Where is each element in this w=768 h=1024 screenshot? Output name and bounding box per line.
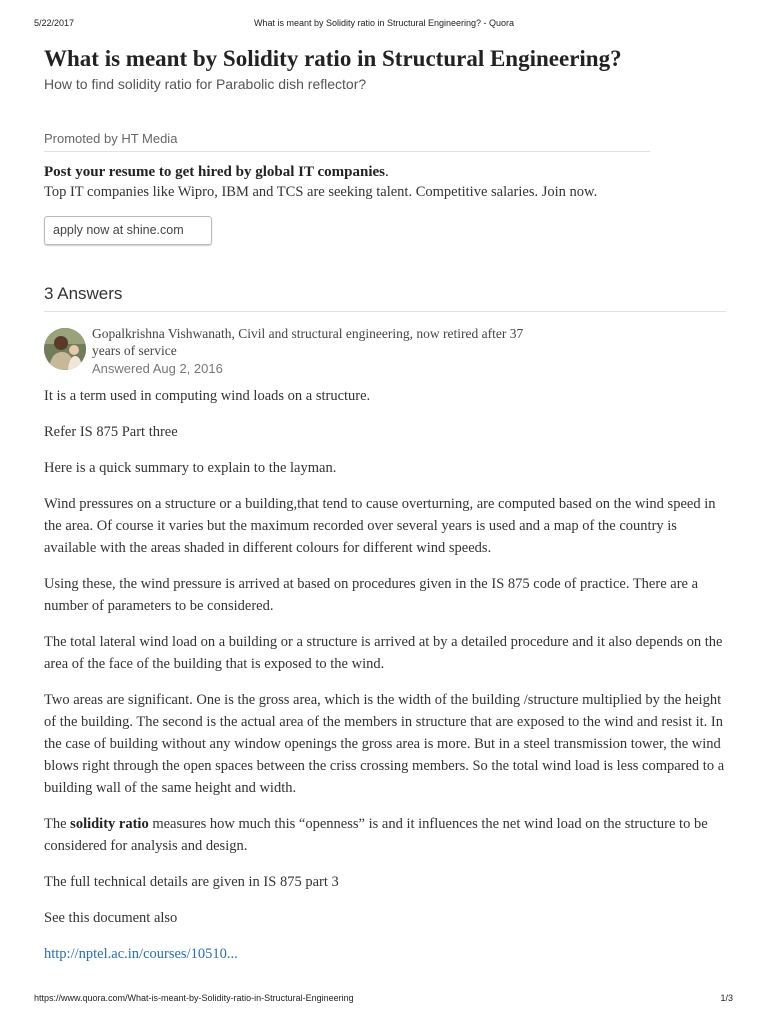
nptel-link[interactable]: http://nptel.ac.in/courses/10510... xyxy=(44,946,238,962)
promoted-by-label: Promoted by HT Media xyxy=(44,131,650,152)
answer-paragraph: See this document also xyxy=(44,910,178,926)
answer-paragraph: Wind pressures on a structure or a building,that tend to cause overturning, are computed based on the wind speed in the area. Of course it varies but the maximum recorded over several years is used and a map of the country is available with the areas shaded in different colours for different wind speeds. xyxy=(44,496,716,556)
answered-date[interactable]: Answered Aug 2, 2016 xyxy=(92,361,223,376)
answer-paragraph: Two areas are significant. One is the gross area, which is the width of the building /structure multiplied by the height of the building. The second is the actual area of the members in structure that are exposed to the wind and resist it. In the case of building without any window openings the gross area is more. But in a steel transmission tower, the wind blows right through the open spaces between the criss crossing members. So the total wind load is less compared to a building wall of the same height and width. xyxy=(44,692,725,796)
apply-now-button[interactable]: apply now at shine.com xyxy=(44,216,212,245)
promoted-ad xyxy=(44,131,650,245)
answer-paragraph: The full technical details are given in IS 875 part 3 xyxy=(44,874,339,890)
answer-paragraph: Using these, the wind pressure is arrived at based on procedures given in the IS 875 code of practice. There are a number of parameters to be considered. xyxy=(44,576,699,614)
solidity-ratio-bold: solidity ratio xyxy=(70,816,149,832)
promo-title-text[interactable]: Post your resume to get hired by global IT companies xyxy=(44,164,385,180)
answers-count-heading: 3 Answers xyxy=(44,283,726,312)
answer-text: The xyxy=(44,816,71,832)
answer-paragraph: It is a term used in computing wind loads on a structure. xyxy=(44,388,371,404)
answer-body xyxy=(44,385,726,965)
answer-paragraph: Here is a quick summary to explain to the layman. xyxy=(44,460,337,476)
promo-description: Top IT companies like Wipro, IBM and TCS are seeking talent. Competitive salaries. Join now. xyxy=(44,184,598,200)
promo-title-period: . xyxy=(385,164,389,180)
answer-paragraph: The total lateral wind load on a building or a structure is arrived at by a detailed procedure and it also depends on the area of the face of the building that is exposed to the wind. xyxy=(44,634,723,672)
promo-title[interactable] xyxy=(44,162,650,182)
print-page-number: 1/3 xyxy=(720,993,733,1003)
print-date: 5/22/2017 xyxy=(34,18,75,28)
answer-author xyxy=(44,325,726,385)
author-credential-line2[interactable]: years of service xyxy=(92,343,177,358)
author-credential[interactable] xyxy=(92,325,612,359)
author-info xyxy=(92,325,612,378)
question-title[interactable]: What is meant by Solidity ratio in Structural Engineering? xyxy=(44,46,622,71)
print-url: https://www.quora.com/What-is-meant-by-Solidity-ratio-in-Structural-Engineering xyxy=(34,993,354,1003)
page-content xyxy=(44,44,726,979)
author-credential-line1[interactable]: Gopalkrishna Vishwanath, Civil and structural engineering, now retired after 37 xyxy=(92,326,524,341)
answer-paragraph-link xyxy=(44,943,726,965)
question-subtitle: How to find solidity ratio for Parabolic dish reflector? xyxy=(44,76,367,92)
avatar[interactable] xyxy=(44,328,86,370)
avatar-photo-icon xyxy=(44,328,86,370)
answer-text: measures how much this “openness” is and it influences the net wind load on the structure to be considered for analysis and design. xyxy=(44,816,708,854)
print-page-title: What is meant by Solidity ratio in Structural Engineering? - Quora xyxy=(253,18,515,28)
answer-paragraph: Refer IS 875 Part three xyxy=(44,424,178,440)
answer-paragraph-solidity xyxy=(44,813,726,857)
